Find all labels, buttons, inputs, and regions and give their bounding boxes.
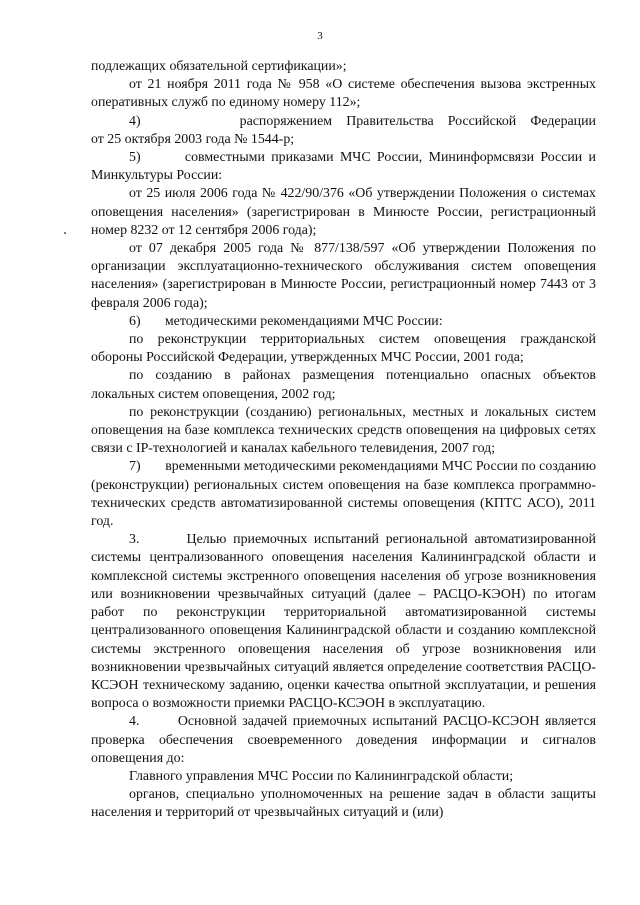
paragraph-local-systems-2002: по созданию в районах размещения потенциально опасных объектов локальных систем оповещения, 2002 год; <box>91 368 596 402</box>
paragraph-main-directorate: Главного управления МЧС России по Калининградской области; <box>129 768 514 784</box>
paragraph-item-4-date: от 25 октября 2003 года № 1544-р; <box>91 131 295 147</box>
paragraph-ip-technology-2007: по реконструкции (созданию) региональных, местных и локальных систем оповещения на базе комплекса технических средств оповещения на цифровых сетях связи с IP-технологией и каналах кабельного телевидения, 2007 год; <box>91 404 596 457</box>
paragraph-order-877: от 07 декабря 2005 года № 877/138/597 «Об утверждении Положения по организации эксплуатационно-технического обслуживания систем оповещения населения» (зарегистрирован в Минюсте России, регистрационный номер 7443 от 3 февраля 2006 года); <box>91 241 596 311</box>
paragraph-authorized-bodies: органов, специально уполномоченных на решение задач в области защиты населения и территорий от чрезвычайных ситуаций и (или) <box>91 787 596 821</box>
paragraph-continuation: подлежащих обязательной сертификации»; <box>91 59 347 74</box>
page-number: 3 <box>317 30 323 42</box>
paragraph-section-3: 3. Целью приемочных испытаний региональной автоматизированной системы централизованного оповещения населения Калининградской области и комплексной системы экстренного оповещения населения об угрозе возникновения или возникновении чрезвычайных ситуаций (далее – РАСЦО-КЭОН) по итогам работ по реконструкции территориальной автоматизированной системы централизованного оповещения Калининградской области и созданию комплексной системы экстренного оповещения населения об угрозе возникновения или возникновении чрезвычайных ситуаций является определение соответствия РАСЦО-КСЭОН техническому заданию, оценки качества опытной эксплуатации, и решения вопроса о возможности приемки РАСЦО-КСЭОН в эксплуатацию. <box>91 532 596 712</box>
paragraph-reconstruction-2001: по реконструкции территориальных систем оповещения гражданской обороны Российской Федерации, утвержденных МЧС России, 2001 года; <box>91 332 596 366</box>
paragraph-decree-958: от 21 ноября 2011 года № 958 «О системе обеспечения вызова экстренных оперативных служб по единому номеру 112»; <box>91 77 596 111</box>
paragraph-item-4: 4) распоряжением Правительства Российской Федерации <box>129 113 596 129</box>
document-body <box>91 58 596 823</box>
paragraph-section-4: 4. Основной задачей приемочных испытаний РАСЦО-КСЭОН является проверка обеспечения своевременного доведения информации и сигналов оповещения до: <box>91 714 596 766</box>
margin-mark <box>64 232 66 234</box>
paragraph-order-422: от 25 июля 2006 года № 422/90/376 «Об утверждении Положения о системах оповещения населения» (зарегистрирован в Минюсте России, регистрационный номер 8232 от 12 сентября 2006 года); <box>91 186 596 238</box>
paragraph-item-7: 7) временными методическими рекомендациями МЧС России по созданию (реконструкции) региональных систем оповещения на базе комплекса программно-технических средств автоматизированной системы оповещения (КПТС АСО), 2011 год. <box>91 459 596 530</box>
paragraph-item-6: 6) методическими рекомендациями МЧС России: <box>129 313 443 329</box>
paragraph-item-5: 5) совместными приказами МЧС России, Мининформсвязи России и Минкультуры России: <box>91 150 596 184</box>
